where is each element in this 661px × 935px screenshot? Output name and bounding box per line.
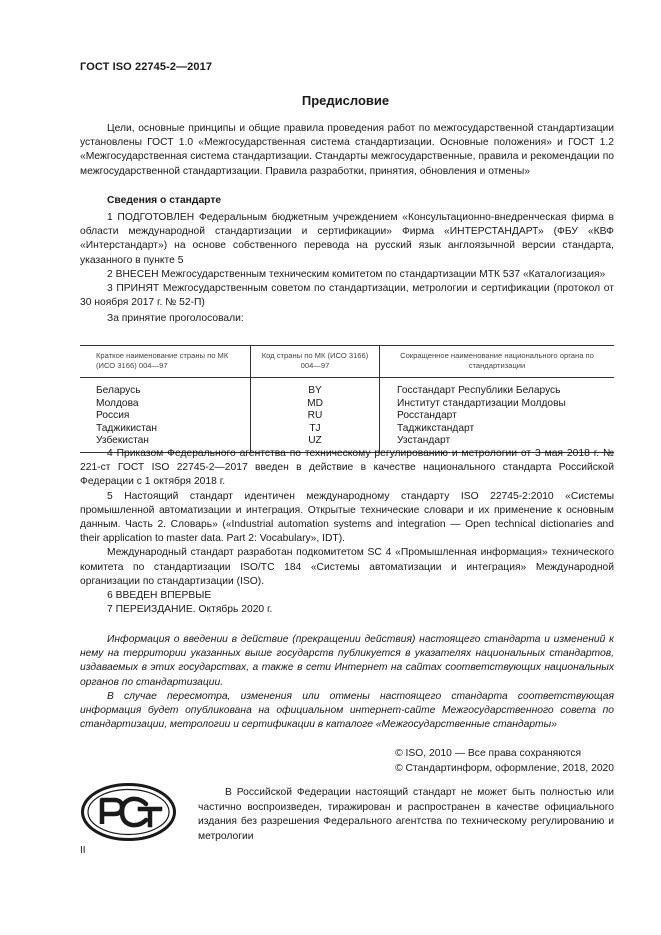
info-note-publication: Информация о введении в действие (прекращении действия) настоящего стандарта и изменений к нему на территории указанных выше государств публикуется в указателях национальных стандартов, издаваемых в этих государствах, а также в сети Интернет на сайтах соответствующих национальных органов по стандартизации. xyxy=(80,634,614,688)
table-row xyxy=(80,410,614,423)
table-row xyxy=(80,398,614,411)
item-7: 7 ПЕРЕИЗДАНИЕ. Октябрь 2020 г. xyxy=(107,604,273,616)
voting-countries-table xyxy=(80,345,614,453)
code-cell: UZ xyxy=(251,435,380,452)
section-title: Сведения о стандарте xyxy=(107,195,222,206)
vote-intro: За принятие проголосовали: xyxy=(107,313,244,325)
rights-notice-block xyxy=(198,786,614,844)
country-cell: Молдова xyxy=(96,397,139,409)
country-cell: Беларусь xyxy=(96,385,141,396)
rst-certification-mark-icon xyxy=(80,782,177,842)
info-note-revision: В случае пересмотра, изменения или отмены настоящего стандарта соответствующая информация будет опубликована на официальном интернет-сайте Межгосударственного совета по стандартизации, метрологии и сертификации в каталоге «Межгосударственные стандарты» xyxy=(80,690,614,731)
rights-notice: В Российской Федерации настоящий стандарт не может быть полностью или частично воспроизведен, тиражирован и распространен в качестве официального издания без разрешения Федерального агентства по техническому регулированию и метрологии xyxy=(198,787,614,842)
item-2: 2 ВНЕСЕН Межгосударственным техническим комитетом по стандартизации МТК 537 «Каталогизация» xyxy=(107,268,606,280)
page-title: Предисловие xyxy=(301,93,390,108)
intro-paragraph: Цели, основные принципы и общие правила проведения работ по межгосударственной стандартизации установлены ГОСТ 1.0 «Межгосударственная система стандартизации. Основные положения» и ГОСТ 1.2 «Межгосударственная система стандартизации. Стандарты межгосударственные, правила и рекомендации по межгосударственной стандартизации. Правила разработки, принятия, обновления и отмены» xyxy=(80,123,614,177)
table-row xyxy=(80,378,614,398)
body-cell: Госстандарт Республики Беларусь xyxy=(380,378,615,398)
copyright-standartinform: © Стандартинформ, оформление, 2018, 2020 xyxy=(395,763,614,774)
item-4: 4 Приказом Федерального агентства по техническому регулированию и метрологии от 3 мая 2018 г. № 221-ст ГОСТ ISO 22745-2—2017 введен в действие в качестве национального стандарта Российской Федерации с 1 октября 2018 г. xyxy=(80,448,614,488)
item-5-note: Международный стандарт разработан подкомитетом SC 4 «Промышленная информация» технического комитета по стандартизации ISO/TC 184 «Системы автоматизации и интеграция» Международной организации по стандартизации (ISO). xyxy=(80,547,614,587)
body-cell: Институт стандартизации Молдовы xyxy=(380,398,615,411)
item-5: 5 Настоящий стандарт идентичен международному стандарту ISO 22745-2:2010 «Системы промышленной автоматизации и интеграция. Открытые технические словари и их применение к основным данным. Часть 2. Словарь» («Industrial automation systems and integration — Open technical dictionaries and their application to master data. Part 2: Vocabulary», IDT). xyxy=(80,490,614,545)
item-3: 3 ПРИНЯТ Межгосударственным советом по стандартизации, метрологии и сертификации (протокол от 30 ноября 2017 г. № 52-П) xyxy=(80,283,614,309)
item-1: 1 ПОДГОТОВЛЕН Федеральным бюджетным учреждением «Консультационно-внедренческая фирма в области международной стандартизации и сертификации» Фирма «ИНТЕРСТАНДАРТ» (ФБУ «КВФ «Интерстандарт») на основе собственного перевода на русский язык англоязычной версии стандарта, указанного в пункте 5 xyxy=(80,212,614,266)
items-before-table xyxy=(80,211,614,327)
code-cell: TJ xyxy=(251,423,380,436)
column-header-code: Код страны по МК (ИСО 3166) 004—97 xyxy=(251,346,380,378)
code-cell: BY xyxy=(251,378,380,398)
copyright-block xyxy=(395,746,614,776)
intro-block xyxy=(80,122,614,179)
copyright-iso: © ISO, 2010 — Все права сохраняются xyxy=(395,748,582,759)
column-header-body: Сокращенное наименование национального органа по стандартизации xyxy=(380,346,615,378)
body-cell: Росстандарт xyxy=(380,410,615,423)
code-cell: RU xyxy=(251,410,380,423)
body-cell: Узстандарт xyxy=(380,435,615,452)
items-after-table xyxy=(80,447,614,617)
table-header-row xyxy=(80,346,614,378)
country-cell: Узбекистан xyxy=(80,435,251,452)
document-header: ГОСТ ISO 22745-2—2017 xyxy=(80,61,213,73)
country-cell: Таджикистан xyxy=(96,422,157,434)
body-cell: Таджикстандарт xyxy=(380,423,615,436)
item-6: 6 ВВЕДЕН ВПЕРВЫЕ xyxy=(107,590,212,602)
page-number: II xyxy=(80,845,86,856)
code-cell: MD xyxy=(251,398,380,411)
table-row xyxy=(80,423,614,436)
info-notes xyxy=(80,633,614,732)
column-header-country: Краткое наименование страны по МК (ИСО 3166) 004—97 xyxy=(80,346,251,378)
country-cell: Россия xyxy=(96,410,130,422)
